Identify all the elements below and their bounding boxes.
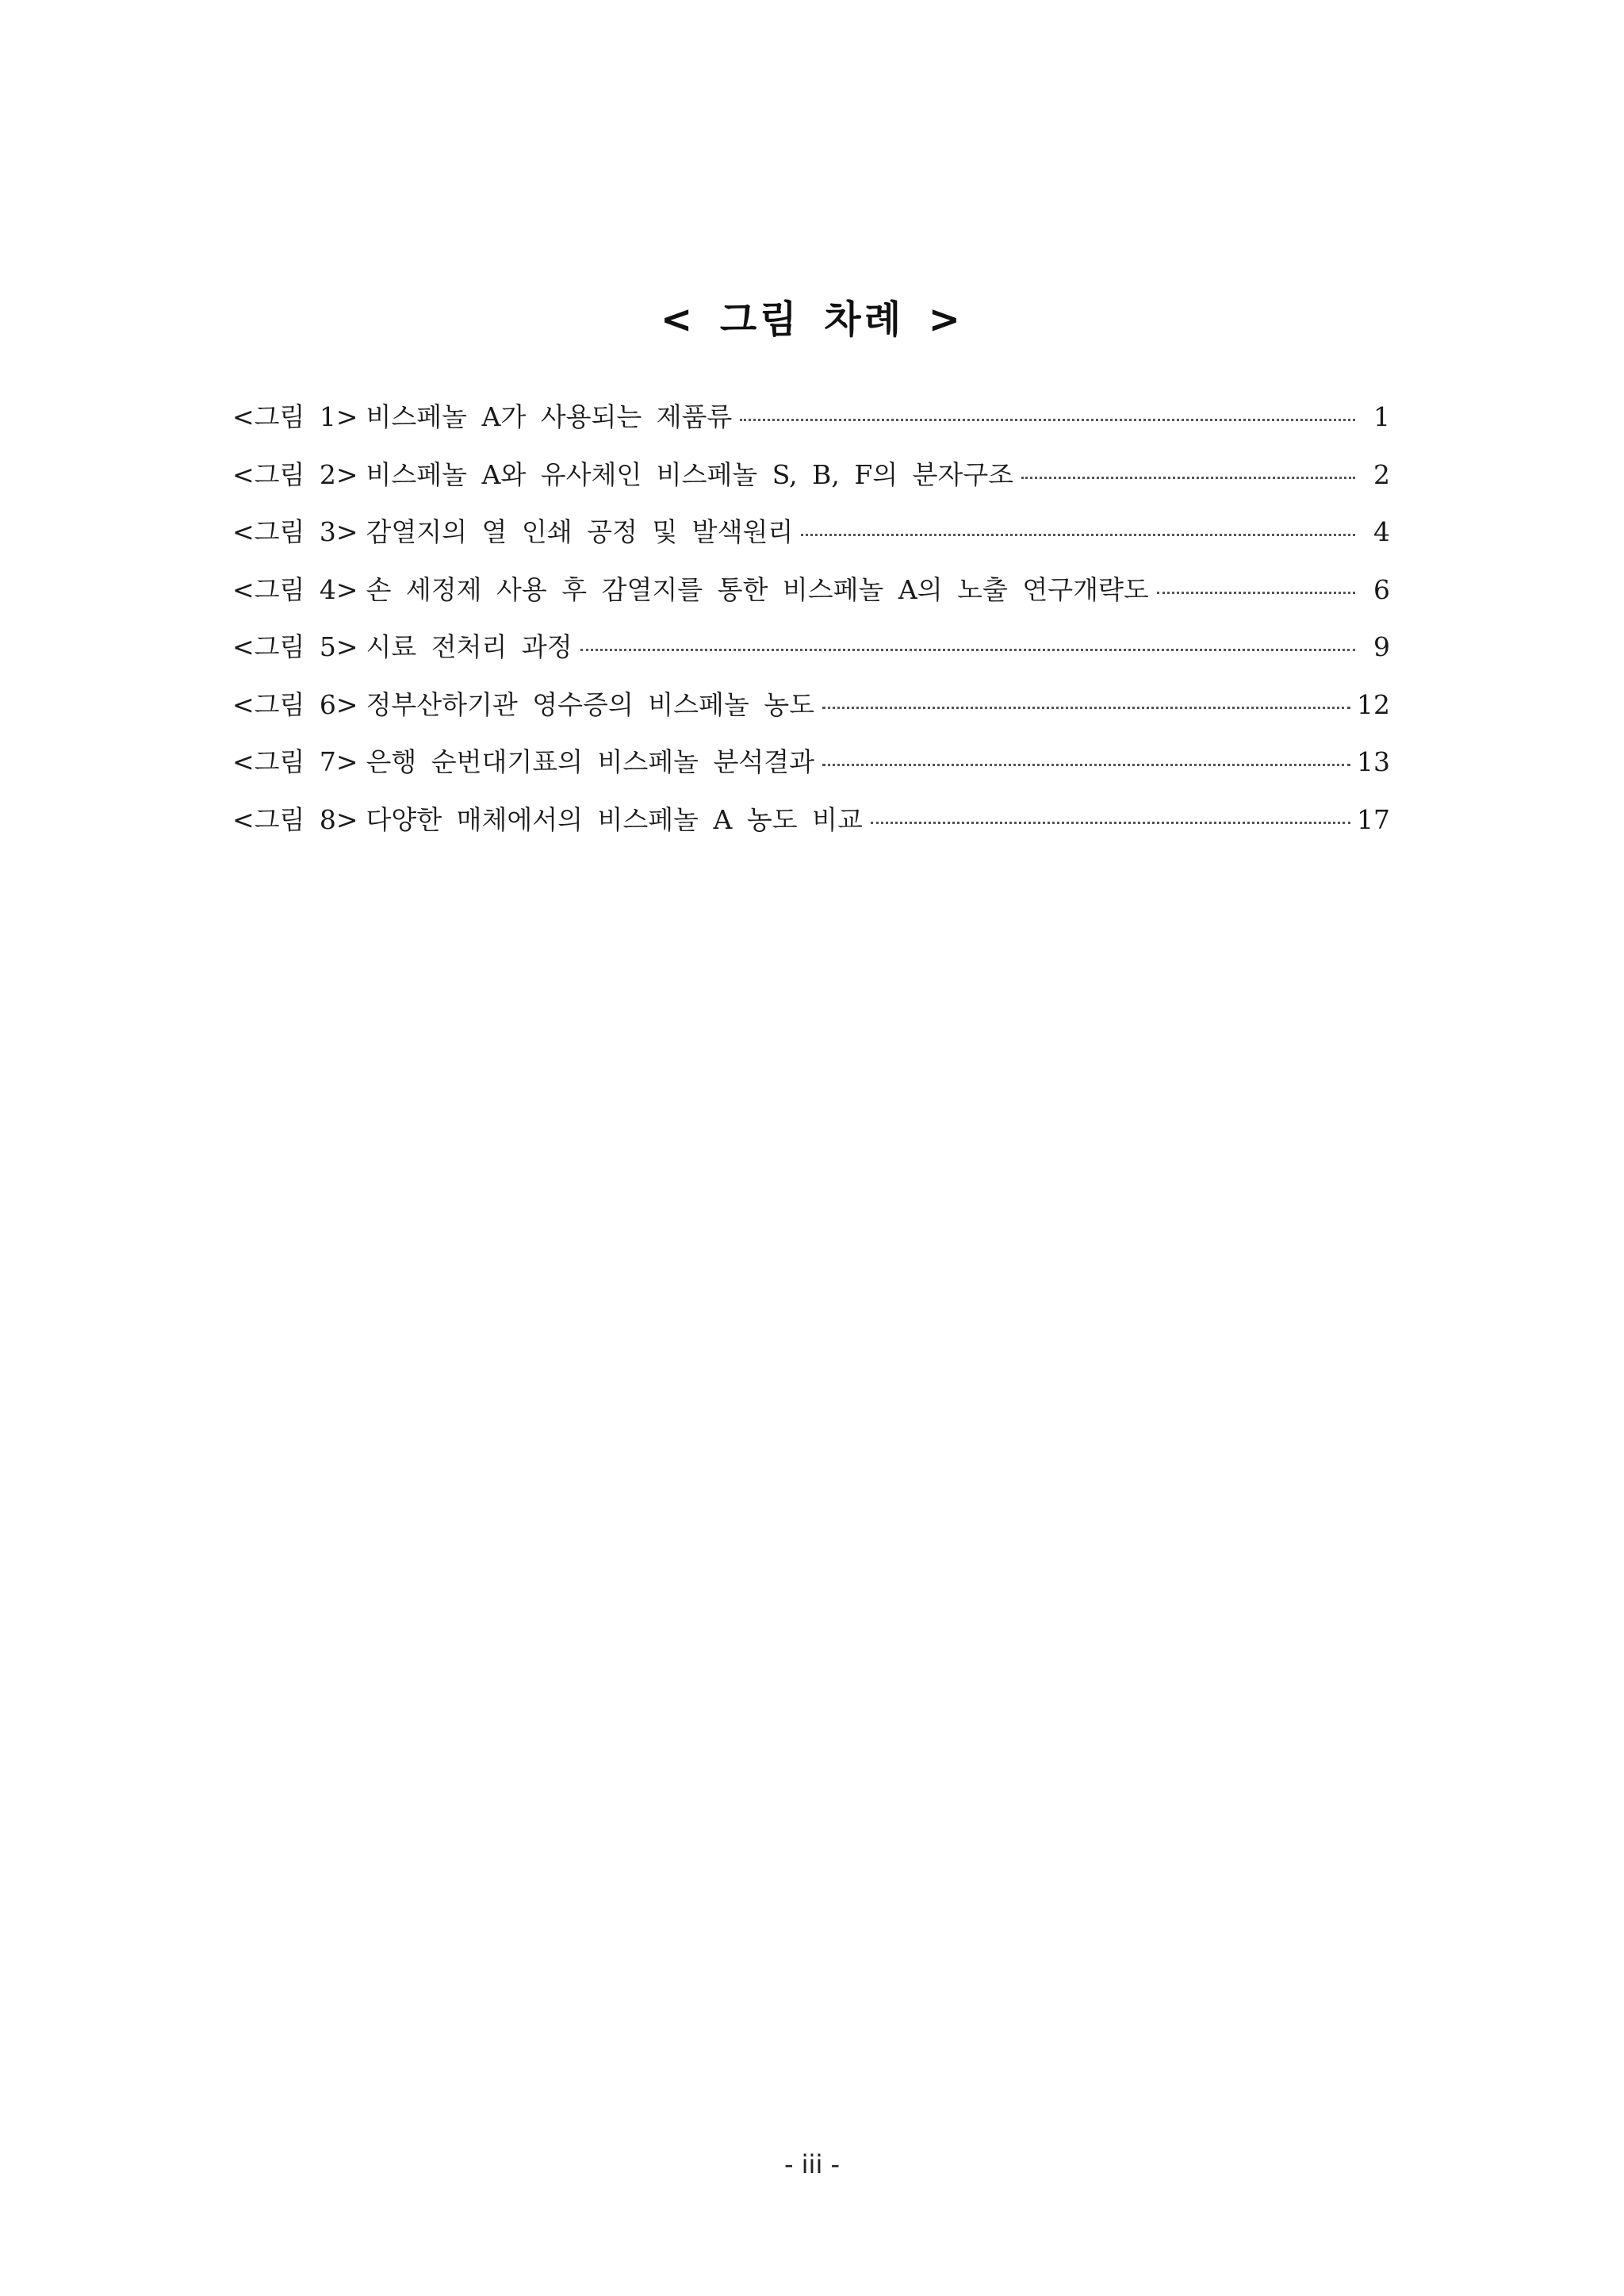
toc-entry[interactable]: [232, 742, 1390, 799]
dot-leader: [580, 649, 1355, 651]
toc-entry[interactable]: [232, 454, 1390, 512]
dot-leader: [822, 707, 1350, 709]
toc-entry[interactable]: [232, 397, 1390, 454]
figure-caption: 감열지의 열 인쇄 공정 및 발색원리: [366, 516, 794, 547]
figure-caption: 정부산하기관 영수증의 비스페놀 농도: [366, 688, 815, 720]
page-ref: 4: [1373, 516, 1390, 547]
figure-label: <그림 8>: [232, 803, 358, 835]
dot-leader: [801, 534, 1355, 536]
toc-entry[interactable]: [232, 684, 1390, 742]
page-ref: 1: [1373, 401, 1390, 432]
page-number: - iii -: [783, 2149, 841, 2179]
page-ref: 6: [1373, 573, 1390, 605]
toc-entry[interactable]: [232, 627, 1390, 684]
figure-caption: 비스페놀 A와 유사체인 비스페놀 S, B, F의 분자구조: [366, 458, 1014, 490]
figure-caption: 비스페놀 A가 사용되는 제품류: [366, 401, 733, 432]
figure-label: <그림 2>: [232, 458, 358, 490]
page-ref: 12: [1357, 688, 1390, 720]
figure-label: <그림 6>: [232, 688, 358, 720]
dot-leader: [871, 822, 1350, 824]
toc-entry[interactable]: [232, 569, 1390, 627]
page-ref: 17: [1357, 803, 1390, 835]
figure-list: [232, 397, 1390, 857]
dot-leader: [1157, 592, 1355, 594]
figure-caption: 손 세정제 사용 후 감열지를 통한 비스페놀 A의 노출 연구개략도: [366, 573, 1149, 605]
dot-leader: [1021, 477, 1355, 479]
page-ref: 13: [1357, 746, 1390, 777]
figure-caption: 다양한 매체에서의 비스페놀 A 농도 비교: [366, 803, 863, 835]
page-title: < 그림 차례 >: [660, 297, 964, 343]
figure-caption: 은행 순번대기표의 비스페놀 분석결과: [366, 746, 815, 777]
figure-label: <그림 5>: [232, 631, 358, 662]
figure-label: <그림 4>: [232, 573, 358, 605]
figure-label: <그림 3>: [232, 516, 358, 547]
figure-caption: 시료 전처리 과정: [366, 631, 573, 662]
figure-label: <그림 7>: [232, 746, 358, 777]
dot-leader: [740, 419, 1355, 421]
dot-leader: [822, 764, 1350, 766]
figure-label: <그림 1>: [232, 401, 358, 432]
toc-entry[interactable]: [232, 799, 1390, 857]
page-ref: 2: [1373, 458, 1390, 490]
toc-entry[interactable]: [232, 512, 1390, 569]
page-ref: 9: [1373, 631, 1390, 662]
